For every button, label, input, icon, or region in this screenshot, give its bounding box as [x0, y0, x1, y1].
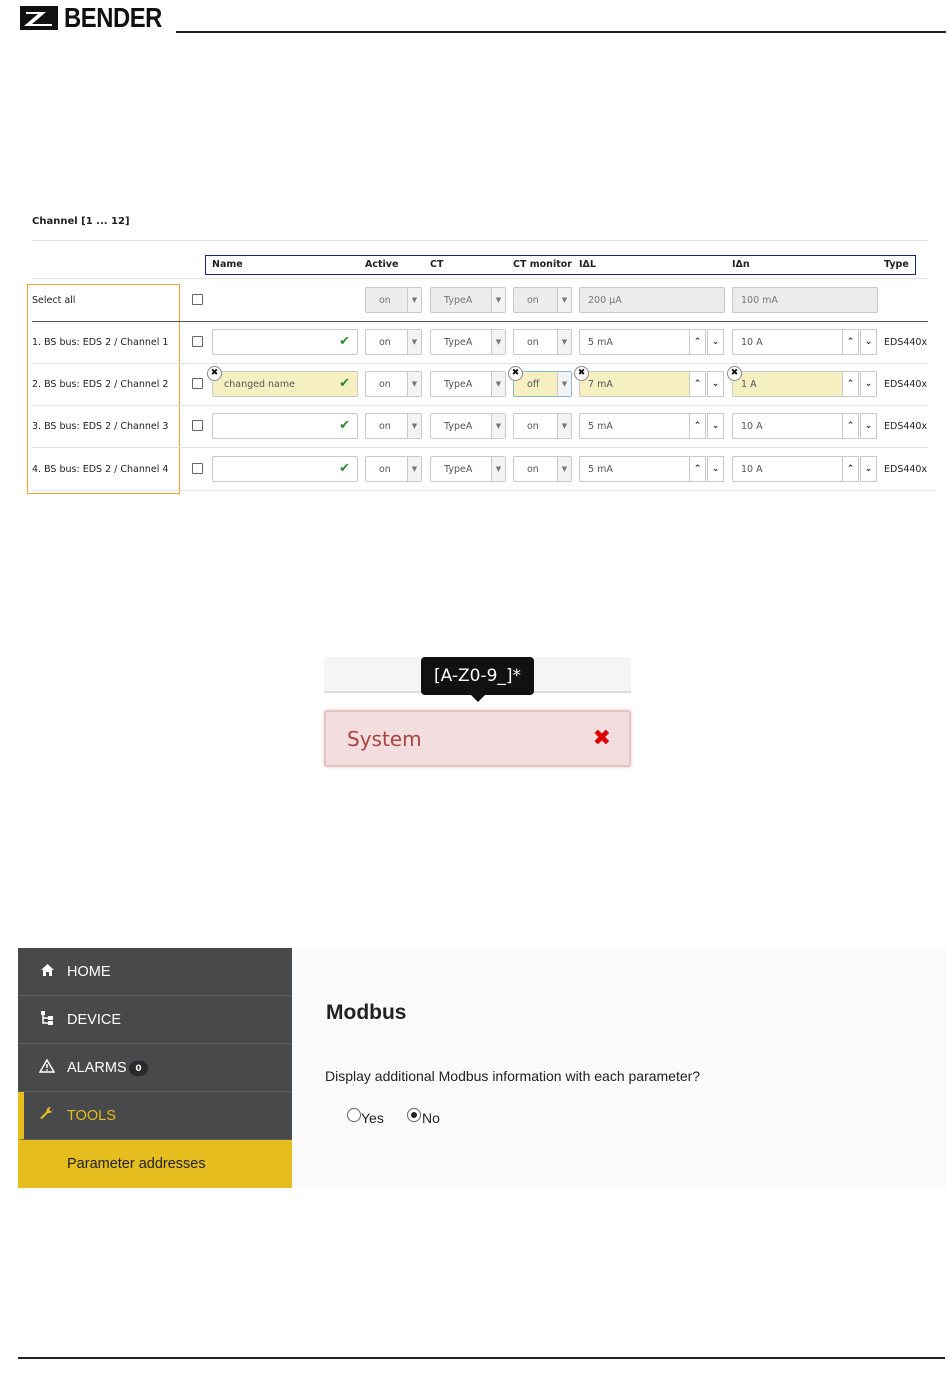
ct-monitor-select[interactable]: on ▼: [513, 456, 572, 482]
chevron-down-icon: ▼: [491, 414, 505, 438]
chevron-down-icon: ▼: [407, 288, 421, 312]
chevron-down-icon: ▼: [557, 288, 571, 312]
select-all-idn-input[interactable]: 100 mA: [732, 287, 878, 313]
check-icon: ✔: [339, 461, 350, 476]
reset-icon[interactable]: ✖: [508, 366, 523, 381]
increment-button[interactable]: ⌃: [842, 413, 859, 439]
decrement-button[interactable]: ⌄: [860, 456, 877, 482]
increment-button[interactable]: ⌃: [689, 371, 706, 397]
chevron-down-icon: ▼: [557, 330, 571, 354]
radio-no-label: No: [422, 1110, 440, 1126]
footer-divider: [18, 1357, 945, 1359]
radio-yes[interactable]: [347, 1108, 361, 1122]
idn-input[interactable]: 10 A: [732, 329, 843, 355]
chevron-down-icon: ▼: [407, 330, 421, 354]
type-value: EDS440x: [884, 379, 928, 390]
row-label: 4. BS bus: EDS 2 / Channel 4: [32, 464, 169, 475]
col-idn: IΔn: [732, 259, 750, 270]
home-icon: [39, 963, 55, 981]
divider: [32, 447, 928, 448]
divider: [32, 278, 928, 279]
error-x-icon: ✖: [592, 726, 611, 751]
idl-input[interactable]: 5 mA: [579, 329, 690, 355]
name-input[interactable]: [212, 456, 358, 482]
increment-button[interactable]: ⌃: [689, 329, 706, 355]
increment-button[interactable]: ⌃: [689, 413, 706, 439]
idl-input[interactable]: 5 mA: [579, 456, 690, 482]
check-icon: ✔: [339, 418, 350, 433]
row-label: 1. BS bus: EDS 2 / Channel 1: [32, 337, 169, 348]
col-ct: CT: [430, 259, 444, 270]
increment-button[interactable]: ⌃: [842, 371, 859, 397]
select-all-ct-monitor-select[interactable]: on ▼: [513, 287, 572, 313]
radio-yes-label: Yes: [361, 1110, 384, 1126]
active-select[interactable]: on ▼: [365, 371, 422, 397]
decrement-button[interactable]: ⌄: [707, 371, 724, 397]
sidebar-item-parameter-addresses[interactable]: Parameter addresses: [18, 1140, 292, 1188]
name-input[interactable]: [212, 329, 358, 355]
reset-icon[interactable]: ✖: [207, 366, 222, 381]
radio-no[interactable]: [407, 1108, 421, 1122]
type-value: EDS440x: [884, 337, 928, 348]
divider: [32, 405, 928, 406]
chevron-down-icon: ▼: [491, 457, 505, 481]
row-checkbox[interactable]: [192, 336, 203, 347]
increment-button[interactable]: ⌃: [842, 329, 859, 355]
chevron-down-icon: ▼: [557, 372, 571, 396]
col-name: Name: [212, 259, 243, 270]
modbus-question: Display additional Modbus information with each parameter?: [325, 1068, 701, 1084]
type-value: EDS440x: [884, 421, 928, 432]
name-input[interactable]: changed name ✔: [212, 371, 358, 397]
divider: [32, 363, 928, 364]
wrench-icon: [39, 1106, 55, 1126]
header-divider: [176, 31, 946, 33]
idn-input[interactable]: 10 A: [732, 456, 843, 482]
select-all-idl-input[interactable]: 200 µA: [579, 287, 725, 313]
ct-select[interactable]: TypeA ▼: [430, 413, 506, 439]
active-select[interactable]: on ▼: [365, 329, 422, 355]
decrement-button[interactable]: ⌄: [707, 329, 724, 355]
col-idl: IΔL: [579, 259, 596, 270]
col-active: Active: [365, 259, 399, 270]
reset-icon[interactable]: ✖: [727, 366, 742, 381]
active-select[interactable]: on ▼: [365, 413, 422, 439]
page-title: Modbus: [326, 1001, 407, 1024]
ct-select[interactable]: TypeA ▼: [430, 371, 506, 397]
warning-icon: [39, 1059, 55, 1077]
sidebar-item-home[interactable]: HOME: [18, 948, 292, 996]
ct-select[interactable]: TypeA ▼: [430, 456, 506, 482]
chevron-down-icon: ▼: [491, 330, 505, 354]
decrement-button[interactable]: ⌄: [707, 456, 724, 482]
check-icon: ✔: [339, 376, 350, 391]
ct-monitor-select[interactable]: on ▼: [513, 413, 572, 439]
row-label: 3. BS bus: EDS 2 / Channel 3: [32, 421, 169, 432]
tooltip-arrow: [470, 694, 486, 702]
sidebar-item-alarms[interactable]: ALARMS 0: [18, 1044, 292, 1092]
chevron-down-icon: ▼: [407, 457, 421, 481]
ct-monitor-select[interactable]: on ▼: [513, 329, 572, 355]
bender-logo-icon: [18, 4, 60, 32]
divider: [32, 240, 928, 241]
reset-icon[interactable]: ✖: [574, 366, 589, 381]
select-all-active-select[interactable]: on ▼: [365, 287, 422, 313]
row-label: 2. BS bus: EDS 2 / Channel 2: [32, 379, 169, 390]
chevron-down-icon: ▼: [557, 457, 571, 481]
sidebar-item-tools[interactable]: TOOLS: [18, 1092, 292, 1140]
chevron-down-icon: ▼: [407, 372, 421, 396]
sidebar: [18, 948, 292, 1188]
row-checkbox[interactable]: [192, 378, 203, 389]
col-ct-monitor: CT monitor: [513, 259, 572, 270]
decrement-button[interactable]: ⌄: [860, 413, 877, 439]
device-tree-icon: [39, 1010, 55, 1030]
active-select[interactable]: on ▼: [365, 456, 422, 482]
channel-title: Channel [1 ... 12]: [32, 216, 130, 227]
idn-input[interactable]: 1 A: [732, 371, 843, 397]
ct-monitor-select[interactable]: off ▼: [513, 371, 572, 397]
system-name-input[interactable]: [324, 710, 631, 767]
sidebar-item-device[interactable]: DEVICE: [18, 996, 292, 1044]
brand-name: BENDER: [64, 2, 162, 33]
decrement-button[interactable]: ⌄: [860, 329, 877, 355]
modbus-panel: [292, 948, 946, 1188]
col-type: Type: [884, 259, 909, 270]
increment-button[interactable]: ⌃: [842, 456, 859, 482]
type-value: EDS440x: [884, 464, 928, 475]
chevron-down-icon: ▼: [491, 372, 505, 396]
select-all-label: Select all: [32, 295, 76, 306]
chevron-down-icon: ▼: [491, 288, 505, 312]
idl-input[interactable]: 5 mA: [579, 413, 690, 439]
select-all-ct-select[interactable]: TypeA ▼: [430, 287, 506, 313]
name-input[interactable]: [212, 413, 358, 439]
alarm-count-badge: 0: [129, 1061, 148, 1076]
row-checkbox[interactable]: [192, 420, 203, 431]
decrement-button[interactable]: ⌄: [860, 371, 877, 397]
check-icon: ✔: [339, 334, 350, 349]
select-all-checkbox[interactable]: [192, 294, 203, 305]
decrement-button[interactable]: ⌄: [707, 413, 724, 439]
ct-select[interactable]: TypeA ▼: [430, 329, 506, 355]
idn-input[interactable]: 10 A: [732, 413, 843, 439]
divider: [32, 490, 936, 491]
idl-input[interactable]: 7 mA: [579, 371, 690, 397]
chevron-down-icon: ▼: [407, 414, 421, 438]
increment-button[interactable]: ⌃: [689, 456, 706, 482]
chevron-down-icon: ▼: [557, 414, 571, 438]
system-name-value: System: [347, 727, 422, 751]
divider: [32, 321, 928, 322]
row-checkbox[interactable]: [192, 463, 203, 474]
validation-tooltip: [A-Z0-9_]*: [421, 657, 534, 695]
